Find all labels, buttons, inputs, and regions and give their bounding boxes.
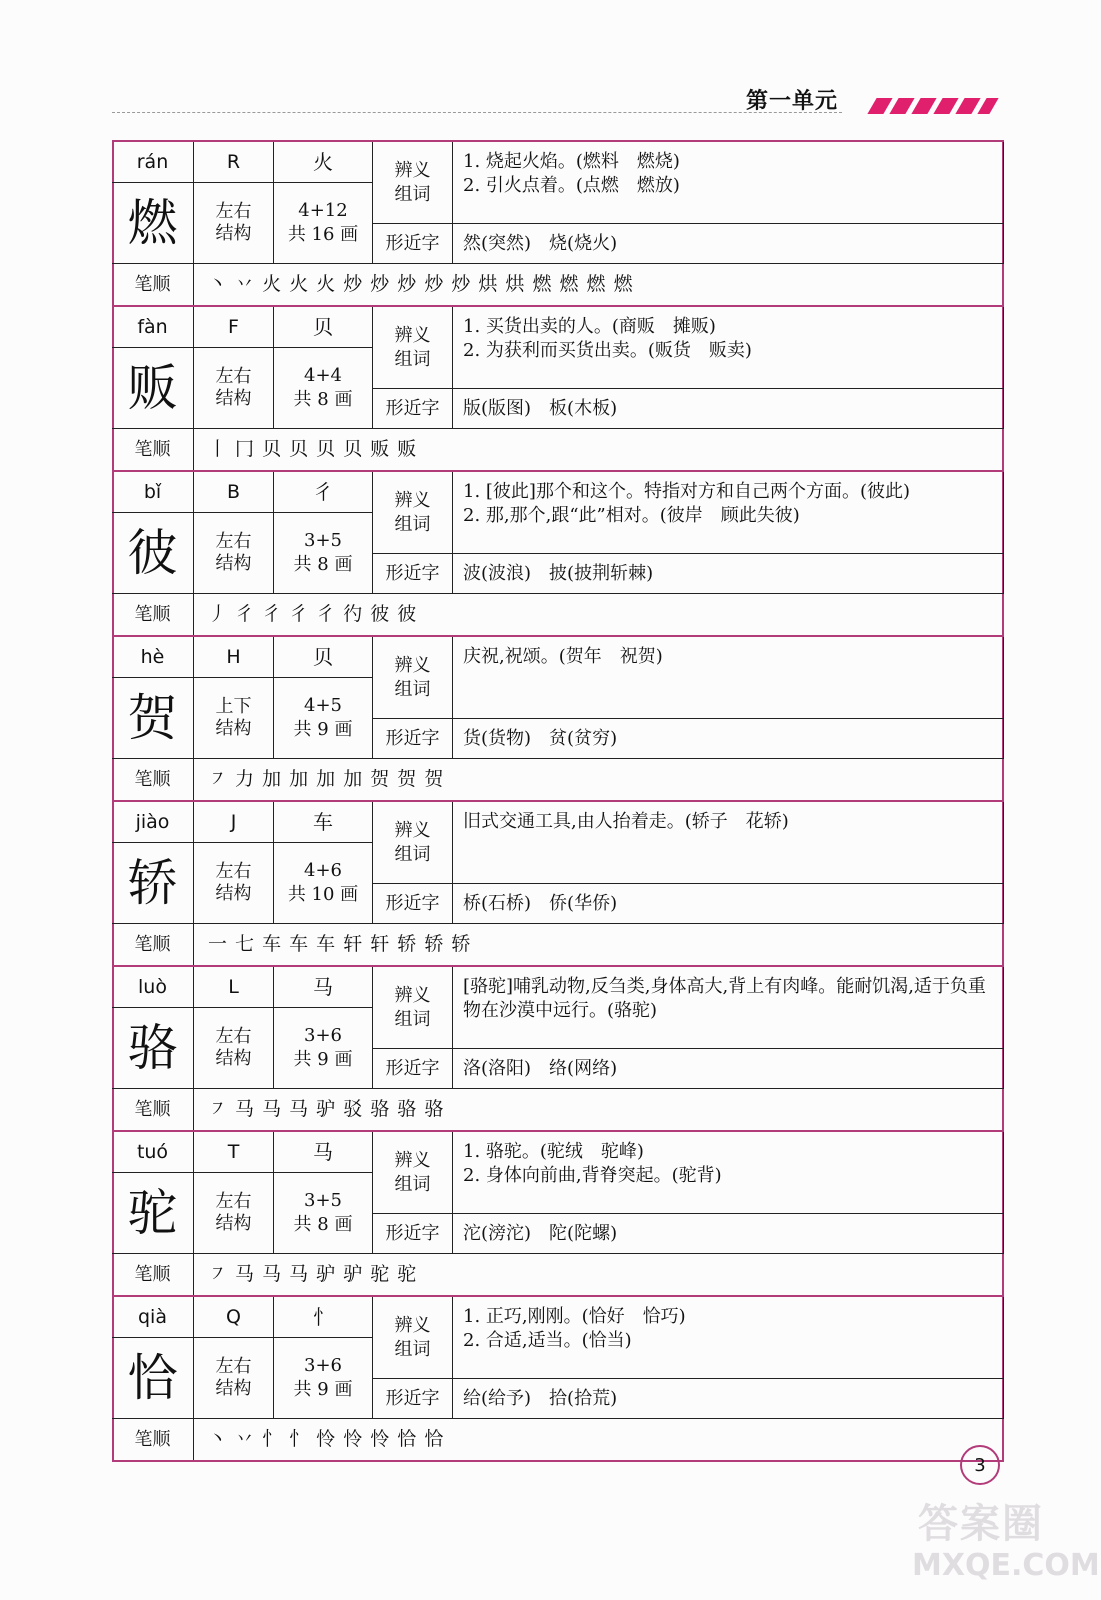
similar-chars: 版(版图) 板(木板) <box>453 389 1004 429</box>
stroke-order: ㇇ 力 加 加 加 加 贺 贺 贺 <box>208 768 445 790</box>
index-letter: J <box>194 802 274 843</box>
stroke-order-label: 笔顺 <box>112 924 194 965</box>
stroke-order-label: 笔顺 <box>112 594 194 635</box>
stroke-order-label: 笔顺 <box>112 1254 194 1295</box>
structure-text: 左右结构 <box>215 531 252 574</box>
char-card <box>112 965 1004 1130</box>
char-card <box>112 305 1004 470</box>
radical: 马 <box>274 1132 373 1173</box>
meaning-text: 旧式交通工具,由人抬着走。(轿子 花轿) <box>453 802 1004 884</box>
stroke-order-label: 笔顺 <box>112 759 194 800</box>
stroke-count <box>274 348 373 429</box>
similar-chars: 然(突然) 烧(烧火) <box>453 224 1004 264</box>
character: 贺 <box>112 678 194 759</box>
stroke-total: 共 9 画 <box>293 719 353 740</box>
pinyin: luò <box>112 967 194 1008</box>
stroke-total: 共 8 画 <box>293 389 353 410</box>
structure-text: 左右结构 <box>215 366 252 409</box>
character-table <box>112 140 1004 1462</box>
stroke-order: 丶 丷 火 火 火 炒 炒 炒 炒 炒 烘 烘 燃 燃 燃 燃 <box>208 273 634 295</box>
meaning-label-text: 辨义组词 <box>394 324 431 370</box>
meaning-label-text: 辨义组词 <box>394 1149 431 1195</box>
structure-text: 左右结构 <box>215 1191 252 1234</box>
meaning-text: [骆驼]哺乳动物,反刍类,身体高大,背上有肉峰。能耐饥渴,适于负重物在沙漠中远行。(骆驼) <box>453 967 1004 1049</box>
character: 轿 <box>112 843 194 924</box>
radical: 车 <box>274 802 373 843</box>
stroke-count <box>274 678 373 759</box>
meaning-text: 1. 烧起火焰。(燃料 燃烧) 2. 引火点着。(点燃 燃放) <box>453 142 1004 224</box>
char-card <box>112 140 1004 305</box>
stroke-split: 4+4 <box>304 365 342 386</box>
stroke-order-label: 笔顺 <box>112 429 194 470</box>
meaning-label <box>373 1297 453 1379</box>
pinyin: jiào <box>112 802 194 843</box>
index-letter: L <box>194 967 274 1008</box>
structure-text: 左右结构 <box>215 1356 252 1399</box>
similar-label: 形近字 <box>373 1379 453 1419</box>
radical: 忄 <box>274 1297 373 1338</box>
structure-text: 左右结构 <box>215 861 252 904</box>
similar-chars: 货(货物) 贫(贫穷) <box>453 719 1004 759</box>
structure <box>194 1338 274 1419</box>
pinyin: tuó <box>112 1132 194 1173</box>
meaning-label <box>373 307 453 389</box>
similar-chars: 给(给予) 拾(拾荒) <box>453 1379 1004 1419</box>
similar-label: 形近字 <box>373 224 453 264</box>
stroke-split: 3+5 <box>304 1190 342 1211</box>
stroke-total: 共 8 画 <box>293 554 353 575</box>
stroke-split: 4+12 <box>298 200 348 221</box>
stroke-order: 一 七 车 车 车 轩 轩 轿 轿 轿 <box>208 933 472 955</box>
meaning-label <box>373 1132 453 1214</box>
stroke-total: 共 16 画 <box>287 224 359 245</box>
char-card <box>112 635 1004 800</box>
stroke-order: ㇇ 马 马 马 驴 驴 驼 驼 <box>208 1263 418 1285</box>
pinyin: fàn <box>112 307 194 348</box>
meaning-label-text: 辨义组词 <box>394 984 431 1030</box>
pinyin: qià <box>112 1297 194 1338</box>
structure-text: 左右结构 <box>215 1026 252 1069</box>
stroke-order: ㇇ 马 马 马 驴 驳 骆 骆 骆 <box>208 1098 445 1120</box>
pinyin: bǐ <box>112 472 194 513</box>
similar-chars: 桥(石桥) 侨(华侨) <box>453 884 1004 924</box>
radical: 贝 <box>274 637 373 678</box>
structure <box>194 1008 274 1089</box>
header-stripes-decoration <box>872 98 997 114</box>
character: 驼 <box>112 1173 194 1254</box>
stroke-order: 丨 冂 贝 贝 贝 贝 贩 贩 <box>208 438 418 460</box>
header-dashed-line <box>112 112 842 113</box>
similar-label: 形近字 <box>373 719 453 759</box>
stroke-order-label: 笔顺 <box>112 1089 194 1130</box>
structure <box>194 1173 274 1254</box>
stroke-split: 4+5 <box>304 695 342 716</box>
similar-label: 形近字 <box>373 554 453 594</box>
meaning-label-text: 辨义组词 <box>394 1314 431 1360</box>
character: 骆 <box>112 1008 194 1089</box>
watermark-logo: 答案圈 <box>918 1501 1044 1547</box>
meaning-text: 庆祝,祝颂。(贺年 祝贺) <box>453 637 1004 719</box>
similar-chars: 波(波浪) 披(披荆斩棘) <box>453 554 1004 594</box>
stroke-count <box>274 513 373 594</box>
stroke-split: 3+6 <box>304 1025 342 1046</box>
character: 彼 <box>112 513 194 594</box>
stroke-total: 共 9 画 <box>293 1379 353 1400</box>
stroke-order: 丿 彳 彳 彳 彳 彴 彼 彼 <box>208 603 418 625</box>
similar-label: 形近字 <box>373 884 453 924</box>
char-card <box>112 800 1004 965</box>
stroke-count <box>274 183 373 264</box>
meaning-label <box>373 637 453 719</box>
structure <box>194 513 274 594</box>
stroke-count <box>274 1008 373 1089</box>
unit-title: 第一单元 <box>746 89 839 114</box>
index-letter: F <box>194 307 274 348</box>
structure <box>194 348 274 429</box>
similar-chars: 沱(滂沱) 陀(陀螺) <box>453 1214 1004 1254</box>
meaning-text: 1. 正巧,刚刚。(恰好 恰巧) 2. 合适,适当。(恰当) <box>453 1297 1004 1379</box>
radical: 火 <box>274 142 373 183</box>
character: 燃 <box>112 183 194 264</box>
meaning-text: 1. 骆驼。(驼绒 驼峰) 2. 身体向前曲,背脊突起。(驼背) <box>453 1132 1004 1214</box>
index-letter: B <box>194 472 274 513</box>
radical: 彳 <box>274 472 373 513</box>
meaning-label-text: 辨义组词 <box>394 159 431 205</box>
stroke-split: 4+6 <box>304 860 342 881</box>
stroke-total: 共 10 画 <box>287 884 359 905</box>
index-letter: T <box>194 1132 274 1173</box>
index-letter: R <box>194 142 274 183</box>
meaning-text: 1. 买货出卖的人。(商贩 摊贩) 2. 为获利而买货出卖。(贩货 贩卖) <box>453 307 1004 389</box>
structure <box>194 183 274 264</box>
similar-label: 形近字 <box>373 1049 453 1089</box>
meaning-text: 1. [彼此]那个和这个。特指对方和自己两个方面。(彼此) 2. 那,那个,跟“此”相对。(彼岸 顾此失彼) <box>453 472 1004 554</box>
char-card <box>112 1130 1004 1295</box>
stroke-count <box>274 1173 373 1254</box>
meaning-label <box>373 802 453 884</box>
meaning-label <box>373 142 453 224</box>
meaning-label-text: 辨义组词 <box>394 489 431 535</box>
stroke-order: 丶 丷 忄 忄 怜 怜 怜 恰 恰 <box>208 1428 445 1450</box>
stroke-order-label: 笔顺 <box>112 264 194 305</box>
watermark-url: MXQE.COM <box>912 1548 1100 1583</box>
structure-text: 左右结构 <box>215 201 252 244</box>
stroke-order-label: 笔顺 <box>112 1419 194 1460</box>
stroke-total: 共 9 画 <box>293 1049 353 1070</box>
index-letter: H <box>194 637 274 678</box>
similar-label: 形近字 <box>373 389 453 429</box>
pinyin: hè <box>112 637 194 678</box>
pinyin: rán <box>112 142 194 183</box>
radical: 马 <box>274 967 373 1008</box>
meaning-label <box>373 472 453 554</box>
stroke-count <box>274 1338 373 1419</box>
char-card <box>112 1295 1004 1462</box>
stroke-total: 共 8 画 <box>293 1214 353 1235</box>
structure-text: 上下结构 <box>215 696 252 739</box>
meaning-label-text: 辨义组词 <box>394 654 431 700</box>
meaning-label-text: 辨义组词 <box>394 819 431 865</box>
character: 恰 <box>112 1338 194 1419</box>
character: 贩 <box>112 348 194 429</box>
radical: 贝 <box>274 307 373 348</box>
stroke-split: 3+5 <box>304 530 342 551</box>
index-letter: Q <box>194 1297 274 1338</box>
similar-chars: 洛(洛阳) 络(网络) <box>453 1049 1004 1089</box>
char-card <box>112 470 1004 635</box>
similar-label: 形近字 <box>373 1214 453 1254</box>
meaning-label <box>373 967 453 1049</box>
page-number: 3 <box>960 1445 1000 1485</box>
structure <box>194 678 274 759</box>
stroke-count <box>274 843 373 924</box>
structure <box>194 843 274 924</box>
stroke-split: 3+6 <box>304 1355 342 1376</box>
